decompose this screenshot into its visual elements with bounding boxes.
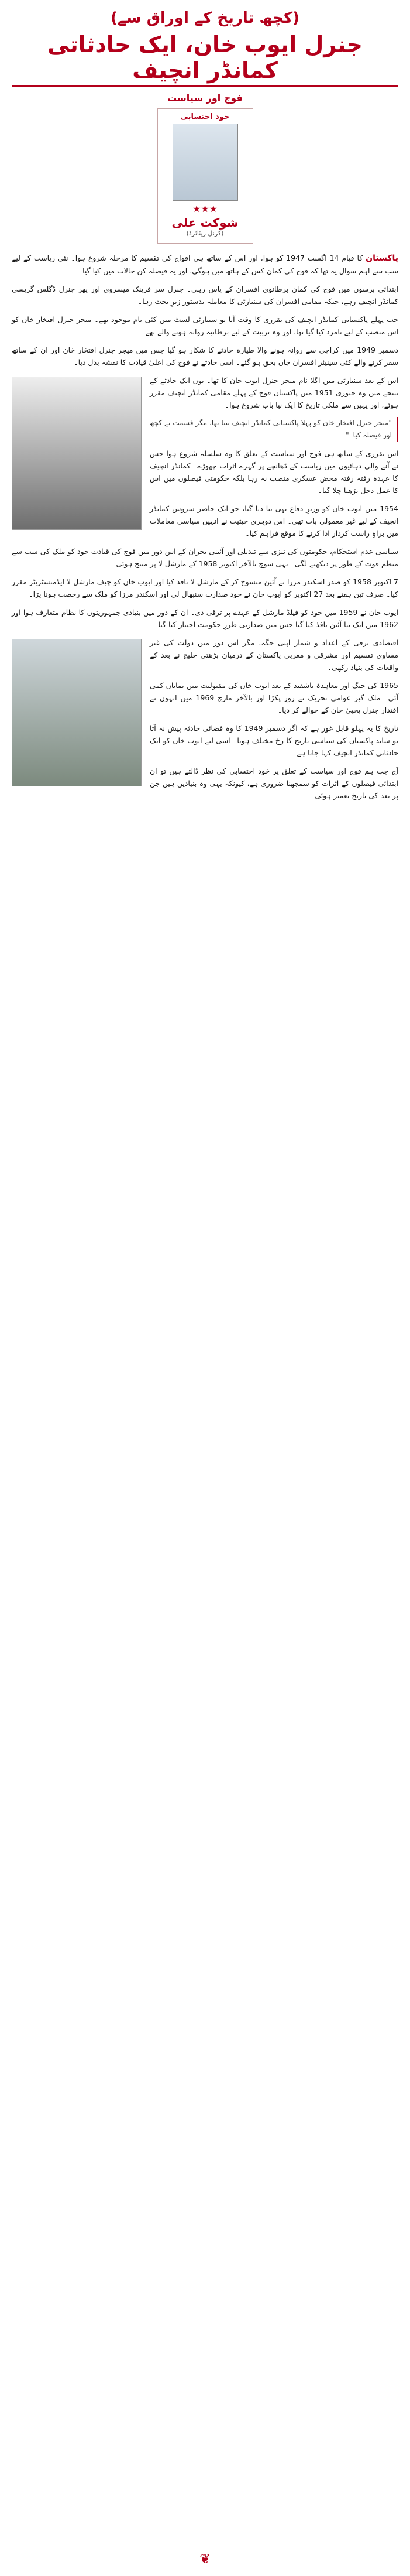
pull-quote: "میجر جنرل افتخار خان کو پہلا پاکستانی کمانڈر انچیف بننا تھا، مگر قسمت نے کچھ اور فیصلہ کیا۔" xyxy=(12,417,398,442)
author-rank: (کرنل ریٹائرڈ) xyxy=(186,230,224,237)
paragraph-1: پاکستان کا قیام 14 اگست 1947 کو ہوا، اور اس کے ساتھ ہی افواج کی تقسیم کا مرحلہ شروع ہوا۔ نئی ریاست کے لیے سب سے اہم سوال یہ تھا کہ فوج کی کمان کس کے ہاتھ میں ہوگی، اور یہ فیصلہ کن حالات میں کیا گیا۔ xyxy=(12,254,398,275)
footer-ornament-icon: ❦ xyxy=(199,2552,211,2567)
paragraph-14: آج جب ہم فوج اور سیاست کے تعلق پر خود احتسابی کی نظر ڈالتے ہیں تو ان ابتدائی فیصلوں کے اثرات کو سمجھنا ضروری ہے، کیونکہ یہی وہ بنیادیں ہیں جن پر بعد کی تاریخ تعمیر ہوئی۔ xyxy=(150,767,398,800)
bw-portrait-photo xyxy=(12,377,141,529)
historical-photo-2 xyxy=(12,639,142,786)
headline: جنرل ایوب خان، ایک حادثاتی کمانڈر انچیف xyxy=(47,32,363,83)
paragraph-6: اس تقرری کے ساتھ ہی فوج اور سیاست کے تعلق کا وہ سلسلہ شروع ہوا جس نے آنے والی دہائیوں میں ریاست کے ڈھانچے پر گہرے اثرات چھوڑے۔ کمانڈر انچیف کا عہدہ رفتہ رفتہ محض عسکری منصب نہ رہا بلکہ حکومتی فیصلوں میں اس کا عمل دخل بڑھتا چلا گیا۔ xyxy=(150,449,398,495)
paragraph-5: اس کے بعد سنیارٹی میں اگلا نام میجر جنرل ایوب خان کا تھا۔ یوں ایک حادثے کے نتیجے میں وہ جنوری 1951 میں پاکستان فوج کے پہلے مقامی کمانڈر انچیف مقرر ہوئے، اور یہیں سے ملکی تاریخ کا ایک نیا باب شروع ہوا۔ xyxy=(150,376,399,409)
paragraph-10: ایوب خان نے 1959 میں خود کو فیلڈ مارشل کے عہدے پر ترقی دی۔ ان کے دور میں بنیادی جمہوریتوں کا نظام متعارف ہوا اور 1962 میں ایک نیا آئین نافذ کیا گیا جس میں صدارتی طرزِ حکومت اختیار کیا گیا۔ xyxy=(12,608,398,629)
paragraph-13: تاریخ کا یہ پہلو قابلِ غور ہے کہ اگر دسمبر 1949 کا وہ فضائی حادثہ پیش نہ آتا تو شاید پاکستان کی سیاسی تاریخ کا رخ مختلف ہوتا۔ اسی لیے ایوب خان کو ایک حادثاتی کمانڈر انچیف کہا جاتا ہے۔ xyxy=(150,724,398,757)
paragraph-7: 1954 میں ایوب خان کو وزیرِ دفاع بھی بنا دیا گیا، جو ایک حاضر سروس کمانڈر انچیف کے لیے غیر معمولی بات تھی۔ اس دوہری حیثیت نے انہیں سیاسی معاملات میں براہِ راست کردار ادا کرنے کا موقع فراہم کیا۔ xyxy=(150,504,398,538)
paragraph-3: جب پہلے پاکستانی کمانڈر انچیف کی تقرری کا وقت آیا تو سنیارٹی لسٹ میں کئی نام موجود تھے۔ میجر جنرل افتخار خان کو اس منصب کے لیے نامزد کیا گیا تھا، اور وہ تربیت کے لیے برطانیہ روانہ ہونے والے تھے۔ xyxy=(12,315,398,336)
kicker: (کچھ تاریخ کے اوراق سے) xyxy=(110,9,300,27)
author-box xyxy=(157,108,253,244)
paragraph-4: دسمبر 1949 میں کراچی سے روانہ ہونے والا طیارہ حادثے کا شکار ہو گیا جس میں میجر جنرل افتخار خان اور ان کے ساتھ سفر کرنے والے کئی سینیئر افسران جاں بحق ہو گئے۔ اسی حادثے نے فوج کی اعلیٰ قیادت کا نقشہ بدل دیا۔ xyxy=(12,345,398,367)
stars-ornament: ★★★ xyxy=(192,203,218,214)
column-tag: فوج اور سیاست xyxy=(167,93,243,104)
article-body xyxy=(12,252,398,802)
paragraph-9: 7 اکتوبر 1958 کو صدر اسکندر مرزا نے آئین منسوخ کر کے مارشل لا نافذ کیا اور ایوب خان کو چیف مارشل لا ایڈمنسٹریٹر مقرر کیا۔ صرف تین ہفتے بعد 27 اکتوبر کو ایوب خان نے خود صدارت سنبھال لی اور اسکندر مرزا کو ملک سے رخصت ہونا پڑا۔ xyxy=(12,577,398,598)
historical-photo-1 xyxy=(12,377,142,530)
paragraph-8: سیاسی عدم استحکام، حکومتوں کی تیزی سے تبدیلی اور آئینی بحران کے اس دور میں فوج کی قیادت خود کو ملک کی سب سے منظم قوت کے طور پر دیکھنے لگی۔ یہی سوچ بالآخر اکتوبر 1958 کے مارشل لا پر منتج ہوئی۔ xyxy=(12,547,398,568)
lead-word: پاکستان xyxy=(366,254,398,263)
paragraph-12: 1965 کی جنگ اور معاہدۂ تاشقند کے بعد ایوب خان کی مقبولیت میں نمایاں کمی آئی۔ ملک گیر عوامی تحریک نے زور پکڑا اور بالآخر مارچ 1969 میں انہوں نے اقتدار جنرل یحییٰ خان کے حوالے کر دیا۔ xyxy=(150,681,398,714)
author-series: خود احتسابی xyxy=(180,112,230,121)
headline-rule xyxy=(12,85,398,87)
author-name: شوکت علی xyxy=(171,215,239,230)
paragraph-2: ابتدائی برسوں میں فوج کی کمان برطانوی افسران کے پاس رہی۔ جنرل سر فرینک میسروی اور پھر جنرل ڈگلس گریسی کمانڈر انچیف رہے، جبکہ مقامی افسران کی سنیارٹی کا معاملہ بدستور زیرِ بحث رہا۔ xyxy=(12,285,398,306)
paragraph-11: اقتصادی ترقی کے اعداد و شمار اپنی جگہ، مگر اس دور میں دولت کی غیر مساوی تقسیم اور مشرقی و مغربی پاکستان کے درمیان بڑھتی خلیج نے بعد کے واقعات کی بنیاد رکھی۔ xyxy=(150,638,398,672)
author-portrait xyxy=(173,124,238,201)
color-portrait-photo xyxy=(12,639,141,786)
